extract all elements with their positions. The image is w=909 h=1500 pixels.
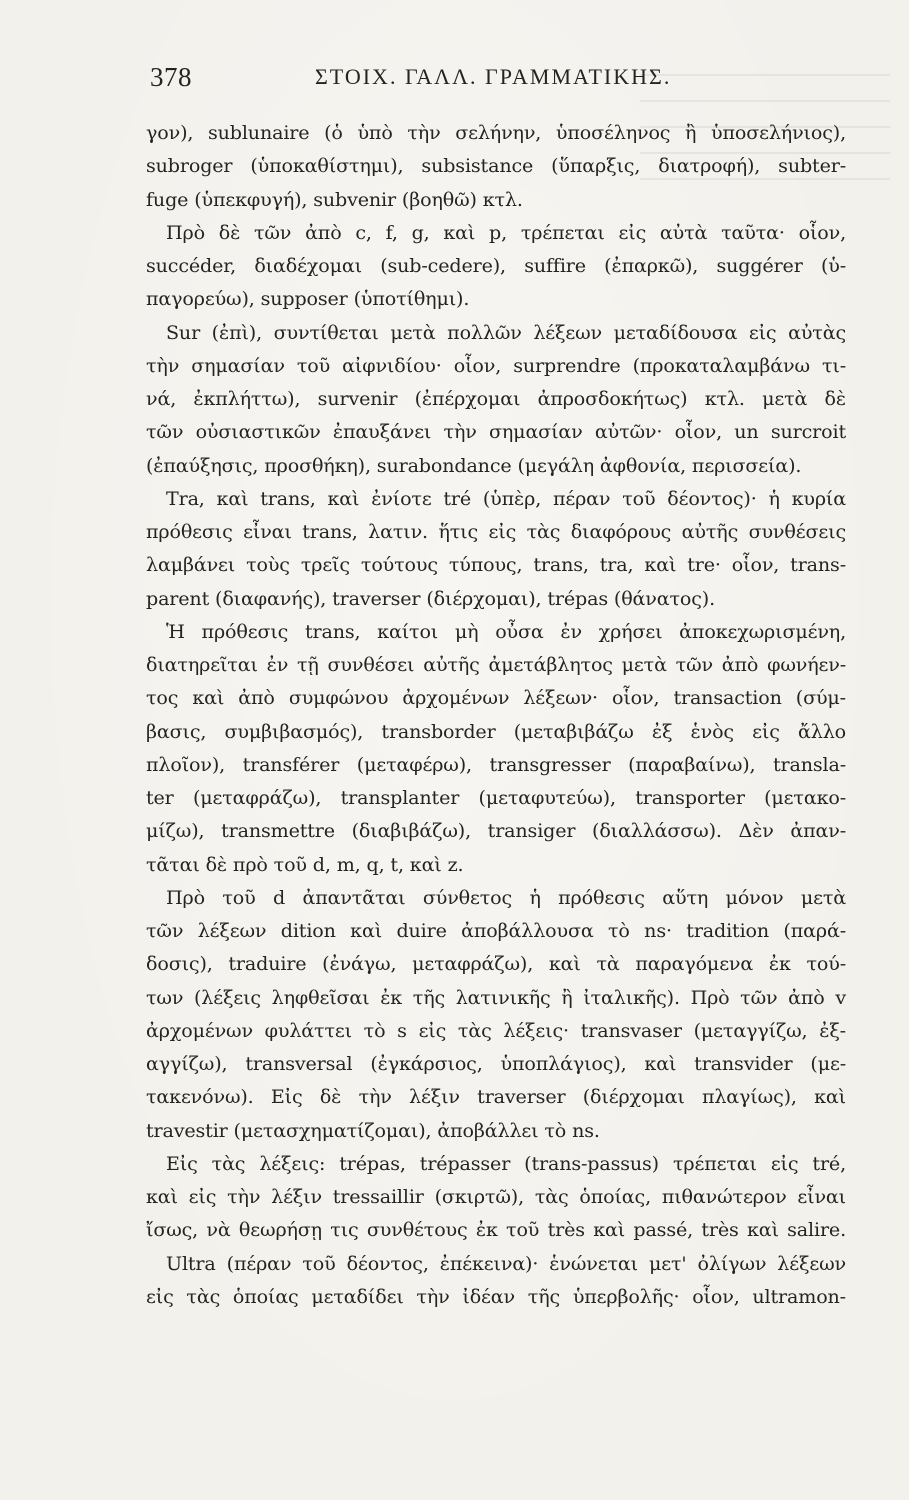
text-line: Πρὸ δὲ τῶν ἀπὸ c, f, g, καὶ p, τρέπεται εἰς αὐτὰ ταῦτα· οἷον,	[166, 220, 846, 244]
body-text	[146, 116, 846, 1313]
text-line: πλοῖον), transférer (μεταφέρω), transgresser (παραβαίνω), transla-	[146, 752, 846, 776]
text-line: Ultra (πέραν τοῦ δέοντος, ἐπέκεινα)· ἑνώνεται μετ' ὀλίγων λέξεων	[166, 1251, 846, 1275]
text-line: ἴσως, νὰ θεωρήσῃ τις συνθέτους ἐκ τοῦ très καὶ passé, très καὶ salire.	[146, 1218, 846, 1242]
text-line: parent (διαφανής), traverser (διέρχομαι), trépas (θάνατος).	[146, 586, 716, 610]
text-line: μίζω), transmettre (διαβιβάζω), transiger (διαλλάσσω). Δὲν ἀπαν-	[146, 819, 846, 843]
text-line: βασις, συμβιβασμός), transborder (μεταβιβάζω ἐξ ἑνὸς εἰς ἄλλο	[146, 719, 846, 743]
text-line: τος καὶ ἀπὸ συμφώνου ἀρχομένων λέξεων· οἷον, transaction (σύμ-	[146, 686, 846, 710]
text-line: διατηρεῖται ἐν τῇ συνθέσει αὐτῆς ἀμετάβλητος μετὰ τῶν ἀπὸ φωνήεν-	[146, 653, 846, 676]
text-line: εἰς τὰς ὁποίας μεταδίδει τὴν ἰδέαν τῆς ὑπερβολῆς· οἷον, ultramon-	[146, 1284, 846, 1308]
text-line: πρόθεσις εἶναι trans, λατιν. ἥτις εἰς τὰς διαφόρους αὐτῆς συνθέσεις	[146, 520, 846, 543]
text-line: Sur (ἐπὶ), συντίθεται μετὰ πολλῶν λέξεων μεταδίδουσα εἰς αὐτὰς	[166, 320, 846, 344]
text-line: αγγίζω), transversal (ἐγκάρσιος, ὑποπλάγιος), καὶ transvider (με-	[146, 1052, 846, 1075]
text-line: succéder, διαδέχομαι (sub-cedere), suffire (ἐπαρκῶ), suggérer (ὑ-	[146, 254, 846, 277]
text-line: τᾶται δὲ πρὸ τοῦ d, m, q, t, καὶ z.	[146, 852, 464, 876]
text-line: subroger (ὑποκαθίστημι), subsistance (ὕπαρξις, διατροφή), subter-	[146, 154, 846, 178]
text-line: Εἰς τὰς λέξεις: trépas, trépasser (trans-passus) τρέπεται εἰς tré,	[166, 1151, 846, 1175]
text-line: τῶν οὐσιαστικῶν ἐπαυξάνει τὴν σημασίαν αὐτῶν· οἷον, un surcroit	[146, 420, 846, 444]
text-line: λαμβάνει τοὺς τρεῖς τούτους τύπους, trans, tra, καὶ tre· οἷον, trans-	[146, 553, 846, 577]
page-number: 378	[150, 62, 192, 92]
text-line: τὴν σημασίαν τοῦ αἰφνιδίου· οἷον, surprendre (προκαταλαμβάνω τι-	[146, 353, 846, 377]
text-line: νά, ἐκπλήττω), survenir (ἐπέρχομαι ἀπροσδοκήτως) κτλ. μετὰ δὲ	[146, 387, 846, 410]
text-line: τῶν λέξεων dition καὶ duire ἀποβάλλουσα τὸ ns· tradition (παρά-	[146, 919, 846, 942]
text-line: (ἐπαύξησις, προσθήκη), surabondance (μεγάλη ἀφθονία, περισσεία).	[146, 453, 802, 477]
text-line: τακενόνω). Εἰς δὲ τὴν λέξιν traverser (διέρχομαι πλαγίως), καὶ	[146, 1085, 846, 1109]
page-header	[150, 62, 830, 102]
text-line: δοσις), traduire (ἐνάγω, μεταφράζω), καὶ τὰ παραγόμενα ἐκ τού-	[146, 952, 846, 976]
text-line: παγορεύω), supposer (ὑποτίθημι).	[146, 287, 470, 311]
text-line: ἀρχομένων φυλάττει τὸ s εἰς τὰς λέξεις· transvaser (μεταγγίζω, ἐξ-	[146, 1018, 846, 1042]
text-line: Ἡ πρόθεσις trans, καίτοι μὴ οὖσα ἐν χρήσει ἀποκεχωρισμένη,	[166, 619, 846, 643]
text-line: Tra, καὶ trans, καὶ ἐνίοτε tré (ὑπὲρ, πέραν τοῦ δέοντος)· ἡ κυρία	[166, 486, 846, 510]
text-line: των (λέξεις ληφθεῖσαι ἐκ τῆς λατινικῆς ἢ ἰταλικῆς). Πρὸ τῶν ἀπὸ v	[146, 985, 846, 1009]
running-title: ΣΤΟΙΧ. ΓΑΛΛ. ΓΡΑΜΜΑΤΙΚΗΣ.	[315, 64, 672, 89]
text-line: ter (μεταφράζω), transplanter (μεταφυτεύω), transporter (μετακο-	[146, 786, 846, 809]
text-line: fuge (ὑπεκφυγή), subvenir (βοηθῶ) κτλ.	[146, 187, 523, 211]
text-line: Πρὸ τοῦ d ἀπαντᾶται σύνθετος ἡ πρόθεσις αὕτη μόνον μετὰ	[166, 885, 846, 909]
text-line: καὶ εἰς τὴν λέξιν tressaillir (σκιρτῶ), τὰς ὁποίας, πιθανώτερον εἶναι	[146, 1185, 846, 1208]
text-line: γον), sublunaire (ὁ ὑπὸ τὴν σελήνην, ὑποσέληνος ἢ ὑποσελήνιος),	[146, 121, 846, 144]
text-line: travestir (μετασχηματίζομαι), ἀποβάλλει τὸ ns.	[146, 1118, 600, 1142]
